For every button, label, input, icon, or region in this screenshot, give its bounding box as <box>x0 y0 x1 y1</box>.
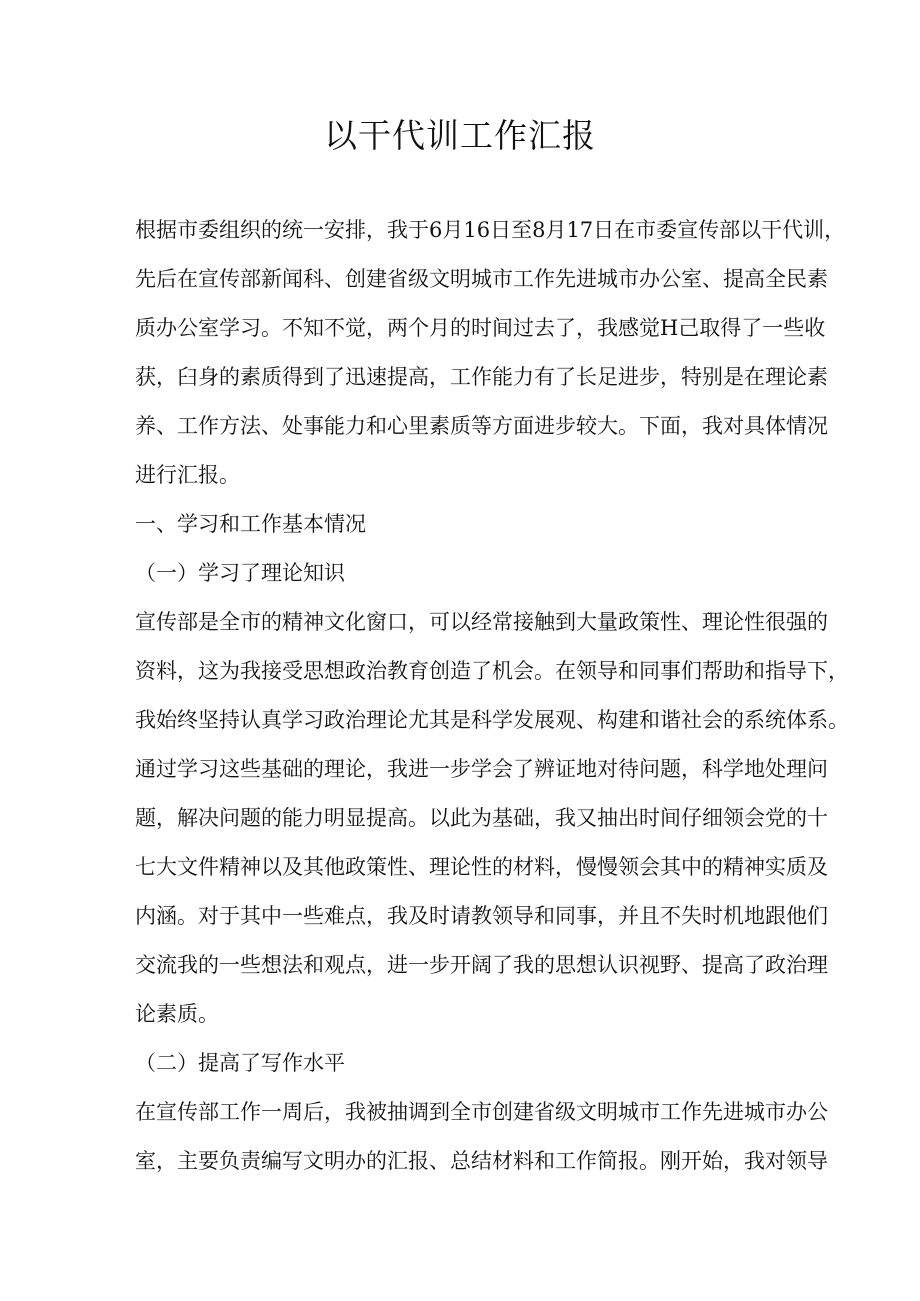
text-line: 获，臼身的素质得到了迅速提高，工作能力有了长足进步，特别是在理论素 <box>135 365 828 389</box>
text-line: 内涵。对于其中一些难点，我及时请教领导和同事，并且不失时机地跟他们 <box>135 904 828 928</box>
text-line: 七大文件精神以及其他政策性、理论性的材料，慢慢领会其中的精神实质及 <box>135 855 828 879</box>
text-line: 资料，这为我接受思想政治教育创造了机会。在领导和同事们帮助和指导下， <box>135 659 849 683</box>
text-line: 先后在宣传部新闻科、创建省级文明城市工作先进城市办公室、提高全民素 <box>135 267 828 291</box>
text-line: 根据市委组织的统一安排，我于6月16日至8月17日在市委宣传部以干代训， <box>135 218 846 242</box>
text-line: 我始终坚持认真学习政治理论尤其是科学发展观、构建和谐社会的系统体系。 <box>135 708 849 732</box>
section-heading: 一、学习和工作基本情况 <box>135 512 366 536</box>
text-line: 在宣传部工作一周后，我被抽调到全市创建省级文明城市工作先进城市办公 <box>135 1100 828 1124</box>
text-line: 室，主要负责编写文明办的汇报、总结材料和工作简报。刚开始，我对领导 <box>135 1149 828 1173</box>
text-line: 题，解决问题的能力明显提高。以此为基础，我又抽出时间仔细领会党的十 <box>135 806 828 830</box>
text-line: 养、工作方法、处事能力和心里素质等方面进步较大。下面，我对具体情况 <box>135 414 828 438</box>
text-line: 通过学习这些基础的理论，我进一步学会了辨证地对待问题，科学地处理问 <box>135 757 828 781</box>
text-line: 交流我的一些想法和观点，进一步开阔了我的思想认识视野、提高了政治理 <box>135 953 828 977</box>
subsection-heading: （一）学习了理论知识 <box>135 561 345 585</box>
subsection-heading: （二）提高了写作水平 <box>135 1051 345 1075</box>
text-line: 进行汇报。 <box>135 463 240 487</box>
document-body <box>135 210 849 1190</box>
document-title: 以干代训工作汇报 <box>324 116 596 155</box>
text-line: 宣传部是全市的精神文化窗口，可以经常接触到大量政策性、理论性很强的 <box>135 610 828 634</box>
text-line: 质办公室学习。不知不觉，两个月的时间过去了，我感觉H己取得了一些收 <box>135 316 826 340</box>
text-line: 论素质。 <box>135 1002 219 1026</box>
